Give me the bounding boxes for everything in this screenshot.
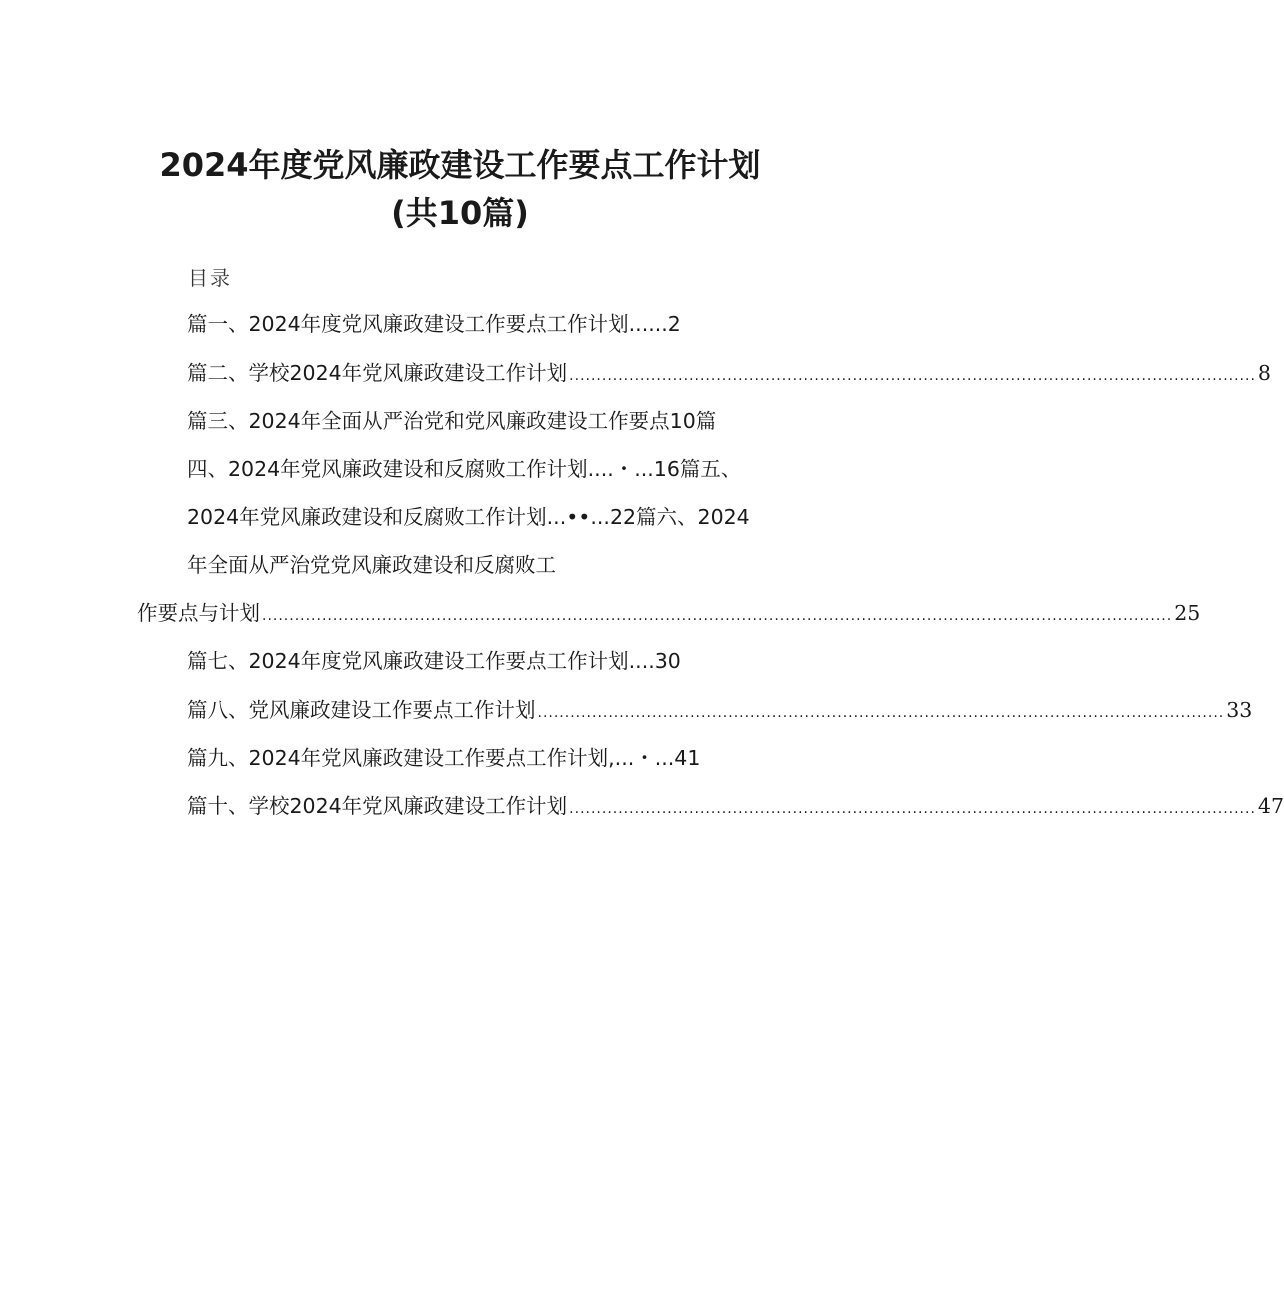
toc-entry-7[interactable] xyxy=(137,599,1201,627)
toc-leader-dots: .............................................................................................................................. xyxy=(569,368,1256,384)
toc-entry-label: 篇二、学校2024年党风廉政建设工作计划 xyxy=(187,361,568,385)
toc-entry-2[interactable] xyxy=(187,359,1271,387)
toc-entry-label: 篇十、学校2024年党风廉政建设工作计划 xyxy=(187,794,568,818)
toc-entry-8[interactable]: 篇七、2024年度党风廉政建设工作要点工作计划....30 xyxy=(187,649,681,673)
toc-entry-label: 篇八、党风廉政建设工作要点工作计划 xyxy=(187,698,536,722)
toc-entry-3[interactable]: 篇三、2024年全面从严治党和党风廉政建设工作要点10篇 xyxy=(187,409,717,433)
toc-leader-dots: .............................................................................................................................. xyxy=(569,801,1256,817)
toc-heading: 目录 xyxy=(188,266,232,290)
toc-entry-5[interactable]: 2024年党风廉政建设和反腐败工作计划...••...22篇六、2024 xyxy=(187,505,750,529)
toc-page-number: 25 xyxy=(1174,601,1201,625)
document-subtitle: (共10篇) xyxy=(391,194,529,232)
toc-entry-6[interactable]: 年全面从严治党党风廉政建设和反腐败工 xyxy=(187,553,556,577)
toc-page-number: 33 xyxy=(1226,698,1253,722)
toc-page-number: 47 xyxy=(1257,794,1284,818)
toc-page-number: 8 xyxy=(1257,361,1271,385)
document-title: 2024年度党风廉政建设工作要点工作计划 xyxy=(159,146,761,184)
toc-leader-dots: .............................................................................................................................. xyxy=(537,705,1225,721)
toc-entry-11[interactable] xyxy=(187,792,1284,820)
toc-leader-dots: ....................................................................................................................................................................... xyxy=(262,608,1173,624)
toc-entry-9[interactable] xyxy=(187,696,1253,724)
toc-entry-1[interactable]: 篇一、2024年度党风廉政建设工作要点工作计划......2 xyxy=(187,312,681,336)
toc-entry-4[interactable]: 四、2024年党风廉政建设和反腐败工作计划....・...16篇五、 xyxy=(187,457,742,481)
toc-entry-label: 作要点与计划 xyxy=(137,601,260,625)
toc-entry-10[interactable]: 篇九、2024年党风廉政建设工作要点工作计划,...・...41 xyxy=(187,746,701,770)
